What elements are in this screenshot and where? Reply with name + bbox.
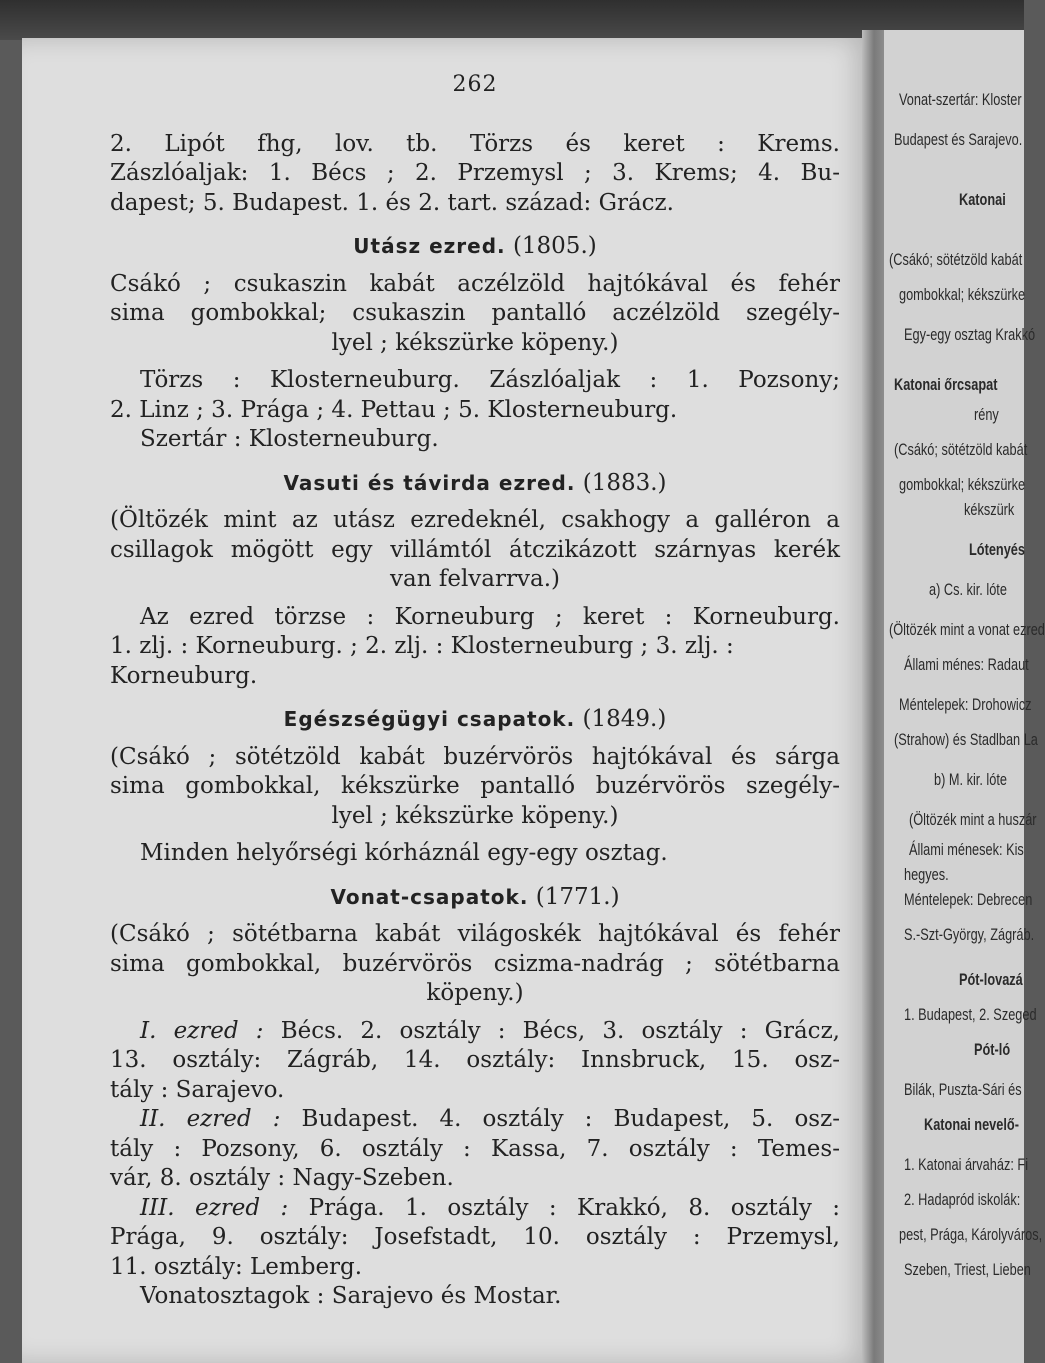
next-page-line: (Csákó; sötétzöld kabát bbox=[889, 250, 1023, 269]
paragraph-lipot bbox=[110, 130, 840, 219]
text-line: tály : Pozsony, 6. osztály : Kassa, 7. osztály : Temes- bbox=[110, 1135, 840, 1162]
next-page-line: gombokkal; kékszürke bbox=[899, 285, 1026, 304]
next-page-line: Katonai nevelő- bbox=[924, 1115, 1019, 1134]
next-page-line: (Strahow) és Stadlban La bbox=[894, 730, 1038, 749]
next-page-line: rény bbox=[974, 405, 999, 424]
paragraph-vonatosztagok bbox=[110, 1282, 840, 1312]
next-page-line: a) Cs. kir. lóte bbox=[929, 580, 1007, 599]
text-line: III. ezred : Prága. 1. osztály : Krakkó, 8. osztály : bbox=[140, 1194, 841, 1221]
section-heading-egeszsegugyi bbox=[110, 705, 840, 735]
paragraph-vonat-uniform bbox=[110, 920, 840, 1009]
paragraph-egeszsegugyi-uniform bbox=[110, 743, 840, 832]
paragraph-ezred-3 bbox=[110, 1194, 840, 1283]
next-page-line: Katonai őrcsapat bbox=[894, 375, 998, 394]
text-line: Prága, 9. osztály: Josefstadt, 10. osztály : Przemysl, bbox=[110, 1224, 840, 1250]
next-page-line: (Öltözék mint a huszár bbox=[909, 810, 1037, 829]
ezred-label: II. ezred : bbox=[140, 1106, 281, 1132]
next-page-line: hegyes. bbox=[904, 865, 949, 884]
next-page-line: 1. Katonai árvaház: Fi bbox=[904, 1155, 1029, 1174]
text-line: (Csákó ; sötétbarna kabát világoskék hajtókával és fehér bbox=[110, 921, 840, 947]
text-line: I. ezred : Bécs. 2. osztály : Bécs, 3. osztály : Grácz, bbox=[140, 1017, 840, 1044]
text-line: vár, 8. osztály : Nagy-Szeben. bbox=[110, 1165, 454, 1191]
next-page-line: Szeben, Triest, Lieben bbox=[904, 1260, 1031, 1279]
next-page-line: gombokkal; kékszürke bbox=[899, 475, 1026, 494]
next-page-line: (Öltözék mint a vonat ezred bbox=[889, 620, 1045, 639]
text-line: Törzs : Klosterneuburg. Zászlóaljak : 1. Pozsony; bbox=[140, 367, 840, 393]
heading-title: Vasuti és távirda ezred. bbox=[283, 470, 576, 495]
next-page-line: Bilák, Puszta-Sári és bbox=[904, 1080, 1022, 1099]
heading-year: (1883.) bbox=[582, 469, 667, 496]
section-heading-vonat bbox=[110, 883, 840, 913]
text-line: csillagok mögött egy villámtól átczikázott szárnyas kerék bbox=[110, 536, 840, 563]
page-content bbox=[110, 70, 840, 1312]
heading-year: (1805.) bbox=[512, 233, 597, 259]
text-line: lyel ; kékszürke köpeny.) bbox=[331, 802, 619, 829]
text-line: Szertár : Klosterneuburg. bbox=[140, 426, 439, 452]
heading-title: Vonat-csapatok. bbox=[330, 884, 529, 909]
text-line: Csákó ; csukaszin kabát aczélzöld hajtókával és fehér bbox=[110, 270, 840, 297]
next-page-line: Állami ménes: Radaut bbox=[904, 655, 1029, 674]
next-page-line: Vonat-szertár: Kloster bbox=[899, 90, 1022, 109]
heading-title: Utász ezred. bbox=[353, 234, 506, 258]
section-heading-utasz bbox=[110, 232, 840, 262]
next-page-line: S.-Szt-György, Zágráb. bbox=[904, 925, 1035, 944]
next-page-line: Állami ménesek: Kis bbox=[909, 840, 1024, 859]
next-page-line: 2. Hadapród iskolák: bbox=[904, 1190, 1021, 1209]
text-line: Zászlóaljak: 1. Bécs ; 2. Przemysl ; 3. Krems; 4. Bu- bbox=[110, 160, 840, 186]
text-line: köpeny.) bbox=[426, 980, 524, 1006]
text-line: Minden helyőrségi kórháznál egy-egy osztag. bbox=[140, 840, 668, 866]
text-line: Korneuburg. bbox=[110, 662, 258, 689]
text-line: 13. osztály: Zágráb, 14. osztály: Innsbruck, 15. osz- bbox=[110, 1047, 840, 1073]
next-page-line: kékszürk bbox=[964, 500, 1015, 519]
text-line: 2. Linz ; 3. Prága ; 4. Pettau ; 5. Klosterneuburg. bbox=[110, 396, 678, 423]
heading-year: (1771.) bbox=[535, 883, 620, 910]
heading-year: (1849.) bbox=[582, 706, 667, 732]
text-line: lyel ; kékszürke köpeny.) bbox=[331, 329, 619, 356]
text-line: sima gombokkal, kékszürke pantalló buzérvörös szegély- bbox=[110, 773, 840, 799]
page-number: 262 bbox=[452, 72, 498, 97]
text-line: tály : Sarajevo. bbox=[110, 1076, 285, 1103]
text-line: Vonatosztagok : Sarajevo és Mostar. bbox=[140, 1283, 562, 1309]
ezred-label: I. ezred : bbox=[140, 1017, 264, 1044]
paragraph-utasz-locations bbox=[110, 366, 840, 455]
paragraph-egeszsegugyi-locations bbox=[110, 839, 840, 869]
next-page-line: (Csákó; sötétzöld kabát bbox=[894, 440, 1028, 459]
next-page-line: pest, Prága, Károlyváros, bbox=[899, 1225, 1043, 1244]
paragraph-ezred-1 bbox=[110, 1017, 840, 1106]
text-line: (Öltözék mint az utász ezredeknél, csakhogy a galléron a bbox=[110, 507, 840, 533]
next-page-line: 1. Budapest, 2. Szeged bbox=[904, 1005, 1037, 1024]
text-line: 1. zlj. : Korneuburg. ; 2. zlj. : Klosterneuburg ; 3. zlj. : bbox=[110, 633, 734, 659]
paragraph-vasuti-uniform bbox=[110, 506, 840, 595]
text-line: Az ezred törzse : Korneuburg ; keret : Korneuburg. bbox=[140, 603, 840, 630]
text-line: van felvarrva.) bbox=[390, 566, 560, 592]
next-page-line: b) M. kir. lóte bbox=[934, 770, 1007, 789]
ezred-label: III. ezred : bbox=[140, 1194, 289, 1221]
paragraph-utasz-uniform bbox=[110, 270, 840, 359]
text-line: 2. Lipót fhg, lov. tb. Törzs és keret : Krems. bbox=[110, 130, 840, 157]
text-line: (Csákó ; sötétzöld kabát buzérvörös hajtókával és sárga bbox=[110, 743, 840, 770]
text-line: 11. osztály: Lemberg. bbox=[110, 1253, 363, 1280]
next-page-line: Egy-egy osztag Krakkó bbox=[904, 325, 1036, 344]
next-page-line: Katonai bbox=[959, 190, 1006, 209]
next-page-line: Pót-ló bbox=[974, 1040, 1011, 1059]
next-page-line: Méntelepek: Drohowicz bbox=[899, 695, 1032, 714]
paragraph-ezred-2 bbox=[110, 1105, 840, 1194]
paragraph-vasuti-locations bbox=[110, 603, 840, 692]
next-page-fragment bbox=[884, 30, 1045, 1363]
next-page-line: Lótenyés bbox=[969, 540, 1025, 559]
text-line: sima gombokkal; csukaszin pantalló aczélzöld szegély- bbox=[110, 300, 840, 326]
text-line: II. ezred : Budapest. 4. osztály : Budapest, 5. osz- bbox=[140, 1106, 840, 1132]
next-page-line: Budapest és Sarajevo. bbox=[894, 130, 1023, 149]
text-line: sima gombokkal, buzérvörös csizma-nadrág ; sötétbarna bbox=[110, 950, 840, 977]
section-heading-vasuti bbox=[110, 469, 840, 499]
heading-title: Egészségügyi csapatok. bbox=[283, 707, 576, 731]
next-page-line: Pót-lovazá bbox=[959, 970, 1023, 989]
text-line: dapest; 5. Budapest. 1. és 2. tart. század: Grácz. bbox=[110, 189, 674, 216]
next-page-line: Méntelepek: Debrecen bbox=[904, 890, 1033, 909]
